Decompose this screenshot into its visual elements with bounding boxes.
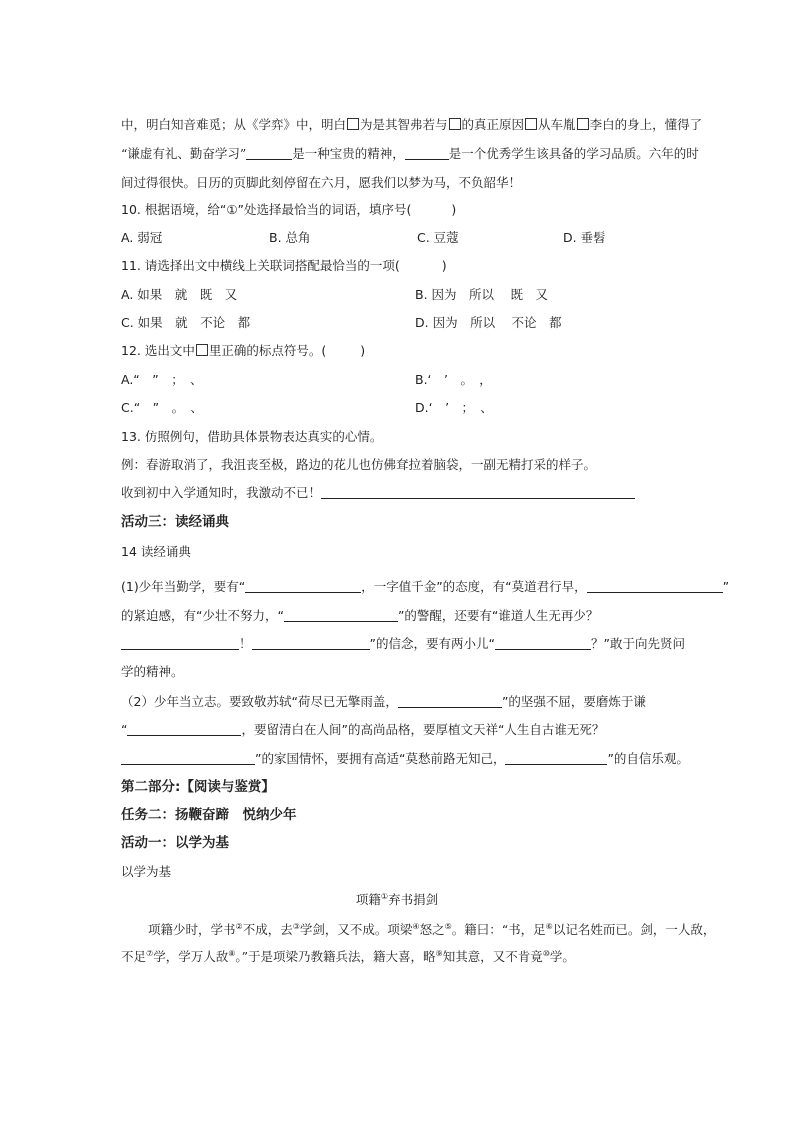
passage-text: 为是其智弗若与: [360, 117, 448, 132]
classical-text: 学剑，又不成。项梁: [299, 922, 413, 937]
passage-text: 从车胤: [538, 117, 576, 132]
answer-blank[interactable]: [246, 147, 292, 160]
classical-text: 。籍曰：“书，足: [451, 922, 546, 937]
passage-line-1: [121, 116, 702, 134]
passage-text: 是一种宝贵的精神，: [292, 146, 405, 161]
passage-line-3: 间过得很快。日历的页脚此刻停留在六月，愿我们以梦为马，不负韶华！: [121, 175, 522, 190]
answer-blank[interactable]: [121, 637, 239, 650]
blank-box: [196, 344, 208, 356]
answer-blank[interactable]: [587, 580, 723, 593]
classical-text: 怒之: [419, 922, 445, 937]
q10-option-b[interactable]: B. 总角: [269, 230, 311, 245]
q14-p2-line-2: “ ，要留清白在人间”的高尚品格，要厚植文天祥“人生自古谁无死？: [121, 722, 605, 737]
activity-3-heading: 活动三：读经诵典: [121, 514, 229, 530]
activity-1-heading: 活动一：以学为基: [121, 835, 229, 851]
q13-stem: 13. 仿照例句，借助具体景物表达真实的心情。: [121, 429, 383, 444]
classical-text: 不成，去: [242, 922, 293, 937]
footnote-marker: ⑥: [545, 922, 553, 931]
answer-blank[interactable]: [505, 752, 607, 765]
classical-text: 。”于是项梁乃教籍兵法，籍大喜，略: [235, 949, 436, 964]
q14-p1-line-4: 学的精神。: [121, 664, 184, 679]
q14-p2-line-3: ”的家国情怀，要拥有高适“莫愁前路无知己， ”的自信乐观。: [121, 750, 689, 768]
answer-blank[interactable]: [321, 486, 635, 499]
passage-text: “谦虚有礼、勤奋学习”: [121, 146, 247, 161]
classical-line-1: [148, 918, 715, 939]
q12-option-d[interactable]: D.‘ ’ ； 、: [415, 400, 493, 415]
q10-option-d[interactable]: D. 垂髫: [563, 230, 606, 245]
passage-line-2: [121, 145, 699, 163]
footnote-marker: ④: [412, 922, 420, 931]
answer-blank[interactable]: [252, 637, 370, 650]
q11-option-b[interactable]: B. 因为 所以 既 又: [415, 287, 548, 302]
q10-option-a[interactable]: A. 弱冠: [121, 230, 163, 245]
classical-text: 知其意，又不肯竟: [442, 949, 543, 964]
part-2-heading: 第二部分:【阅读与鉴赏】: [121, 779, 275, 795]
q13-example: 例：春游取消了，我沮丧至极，路边的花儿也仿佛耷拉着脑袋，一副无精打采的样子。: [121, 457, 597, 472]
answer-blank[interactable]: [398, 695, 502, 708]
footnote-marker: ⑩: [542, 949, 550, 958]
section-subtitle: 以学为基: [121, 864, 172, 879]
answer-blank[interactable]: [405, 147, 449, 160]
footnote-marker: ③: [292, 922, 300, 931]
q11-stem: 11. 请选择出文中横线上关联词搭配最恰当的一项( ): [121, 258, 447, 273]
classical-text: 项籍少时，学书: [148, 922, 236, 937]
blank-box[interactable]: [449, 118, 461, 130]
classical-title: 项籍①弃书捐剑: [355, 892, 439, 907]
q14-p1-line-2: 的紧迫感，有“少壮不努力，“ ”的警醒，还要有“谁道人生无再少？: [121, 608, 599, 623]
classical-text: 学，学万人敌: [153, 949, 229, 964]
passage-text: 是一个优秀学生该具备的学习品质。六年的时: [448, 146, 699, 161]
classical-text: 不足: [121, 949, 147, 964]
q11-option-a[interactable]: A. 如果 就 既 又: [121, 287, 238, 302]
q12-option-a[interactable]: A.“ ” ； 、: [121, 372, 203, 387]
blank-box[interactable]: [347, 118, 359, 130]
classical-text: 以记名姓而已。剑，一人敌，: [552, 922, 716, 937]
q14-stem: 14 读经诵典: [121, 544, 191, 559]
q13-prompt: 收到初中入学通知时，我激动不已！: [121, 484, 635, 502]
classical-line-2: [121, 945, 575, 966]
q11-option-d[interactable]: D. 因为 所以 不论 都: [415, 315, 562, 330]
footnote-marker: ⑨: [435, 949, 443, 958]
footnote-marker: ⑧: [228, 949, 236, 958]
task-2-heading: 任务二：扬鞭奋蹄 悦纳少年: [121, 807, 297, 823]
passage-text: 的真正原因: [461, 117, 525, 132]
answer-blank[interactable]: [121, 752, 255, 765]
blank-box[interactable]: [577, 118, 589, 130]
answer-blank[interactable]: [245, 580, 361, 593]
answer-blank[interactable]: [495, 637, 591, 650]
q14-p1-line-3: ！ ”的信念，要有两小儿“ ？”敢于向先贤问: [121, 635, 685, 653]
footnote-marker: ②: [235, 922, 243, 931]
blank-box[interactable]: [525, 118, 537, 130]
classical-text: 学。: [549, 949, 575, 964]
footnote-marker: ⑦: [146, 949, 154, 958]
passage-text: 李白的身上，懂得了: [589, 117, 703, 132]
q14-p2-line-1: （2）少年当立志。要致敬苏轼“荷尽已无擎雨盖， ”的坚强不屈，要磨炼于谦: [121, 694, 646, 709]
q10-stem: 10. 根据语境，给“①”处选择最恰当的词语，填序号( ): [121, 202, 457, 217]
q12-stem: 12. 选出文中 里正确的标点符号。( ): [121, 343, 366, 358]
footnote-marker: ①: [380, 892, 389, 901]
answer-blank[interactable]: [284, 609, 398, 622]
q12-option-c[interactable]: C.“ ” 。 、: [121, 400, 203, 415]
answer-blank[interactable]: [127, 723, 241, 736]
q12-option-b[interactable]: B.‘ ’ 。 ，: [415, 372, 492, 387]
passage-text: 中，明白知音难觅；从《学弈》中，明白: [121, 117, 347, 132]
q10-option-c[interactable]: C. 豆蔻: [417, 230, 459, 245]
footnote-marker: ⑤: [444, 922, 452, 931]
q14-p1-line-1: (1)少年当勤学，要有“ ，一字值千金”的态度，有“莫道君行早， ”: [121, 579, 730, 594]
q11-option-c[interactable]: C. 如果 就 不论 都: [121, 315, 251, 330]
